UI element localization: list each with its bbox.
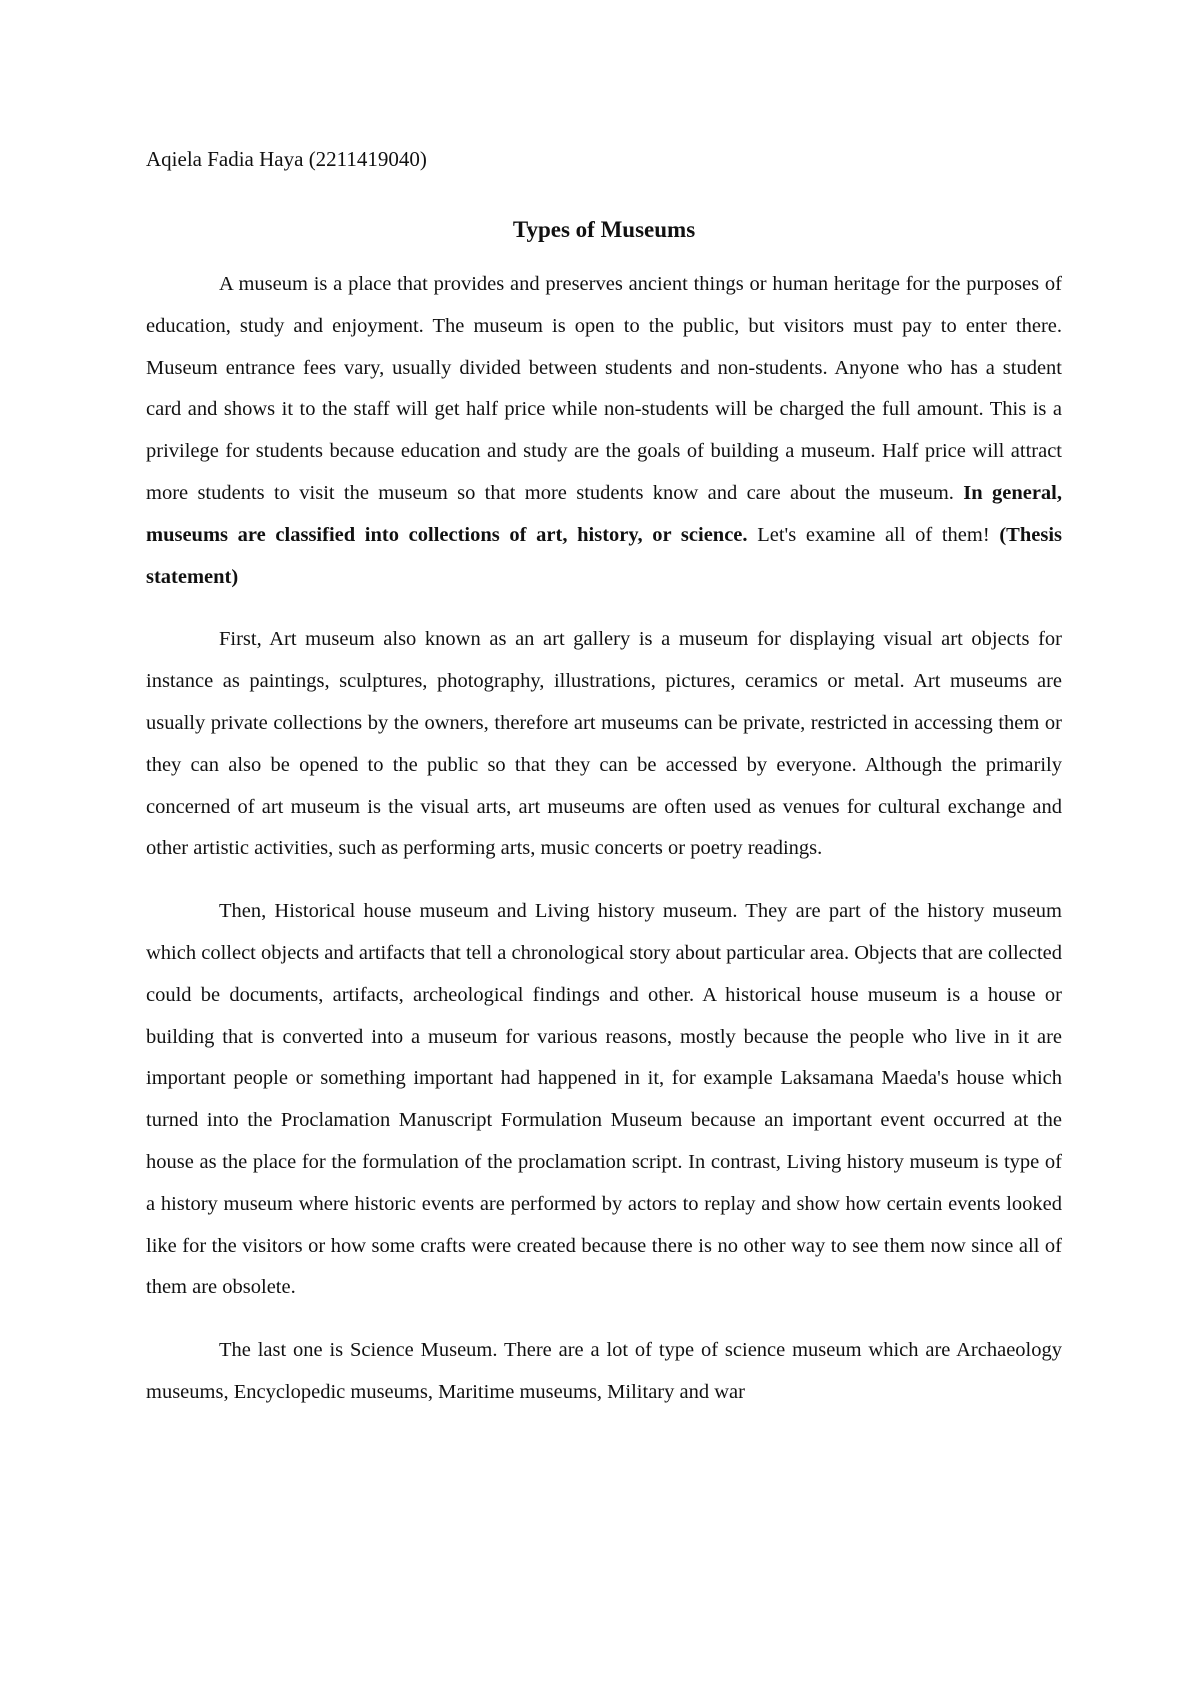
paragraph-history-museum: Then, Historical house museum and Living history museum. They are part of the history museum which collect objects and artifacts that tell a chronological story about particular area. Objects that are collected could be documents, artifacts, archeological findings and other. A historical house museum is a house or building that is converted into a museum for various reasons, mostly because the people who live in it are important people or something important had happened in it, for example Laksamana Maeda's house which turned into the Proclamation Manuscript Formulation Museum because an important event occurred at the house as the place for the formulation of the proclamation script. In contrast, Living history museum is type of a history museum where historic events are performed by actors to replay and show how certain events looked like for the visitors or how some crafts were created because there is no other way to see them now since all of them are obsolete.	[146, 900, 1062, 1299]
intro-text-continued: Let's examine all of them!	[747, 523, 1000, 546]
document-page	[146, 138, 1062, 1414]
paragraph-art-museum: First, Art museum also known as an art gallery is a museum for displaying visual art objects for instance as paintings, sculptures, photography, illustrations, pictures, ceramics or metal. Art museums are usually private collections by the owners, therefore art museums can be private, restricted in accessing them or they can also be opened to the public so that they can be accessed by everyone. Although the primarily concerned of art museum is the visual arts, art museums are often used as venues for cultural exchange and other artistic activities, such as performing arts, music concerts or poetry readings.	[146, 628, 1062, 860]
thesis-sentence: In general, museums are classified into collections of art, history, or science.	[146, 481, 1062, 546]
thesis-label: (Thesis statement)	[146, 523, 1063, 588]
paragraph-science-museum: The last one is Science Museum. There are a lot of type of science museum which are Archaeology museums, Encyclopedic museums, Maritime museums, Military and war	[146, 1339, 1062, 1403]
document-title: Types of Museums	[512, 217, 696, 242]
author-line: Aqiela Fadia Haya (2211419040)	[146, 147, 427, 171]
paragraph-intro	[146, 264, 1062, 598]
intro-text: A museum is a place that provides and preserves ancient things or human heritage for the purposes of education, study and enjoyment. The museum is open to the public, but visitors must pay to enter there. Museum entrance fees vary, usually divided between students and non-students. Anyone who has a student card and shows it to the staff will get half price while non-students will be charged the full amount. This is a privilege for students because education and study are the goals of building a museum. Half price will attract more students to visit the museum so that more students know and care about the museum.	[146, 273, 1062, 504]
